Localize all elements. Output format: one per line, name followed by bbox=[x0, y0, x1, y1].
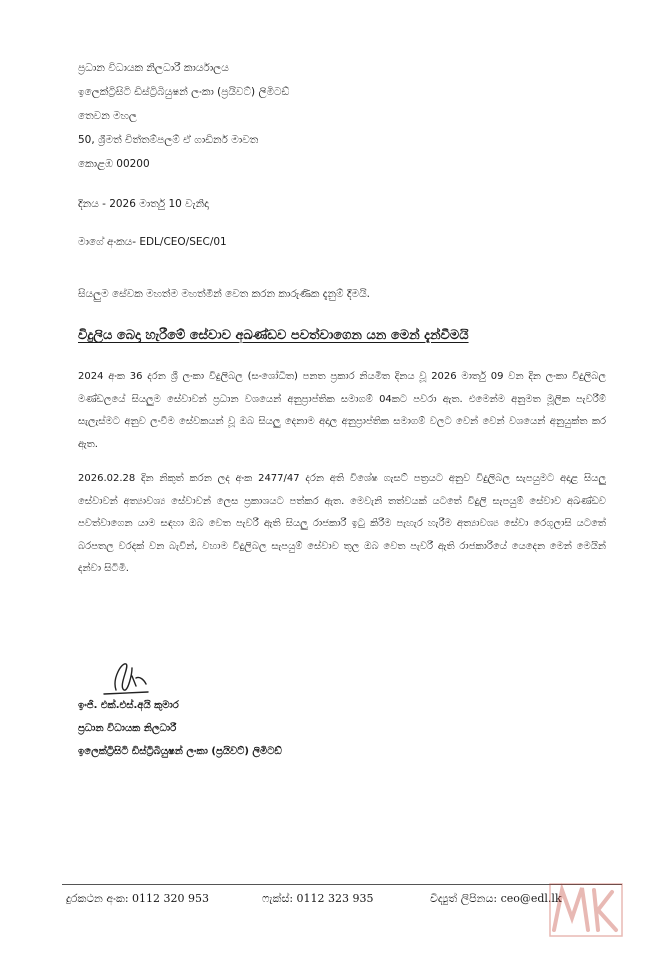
footer-phone: දුරකථන අංක: 0112 320 953 bbox=[66, 892, 210, 905]
letter-date: දිනය - 2026 මාර්තු 10 වැනිදා bbox=[78, 198, 209, 210]
footer-fax: ෆැක්ස්: 0112 323 935 bbox=[262, 892, 374, 905]
address-line-office: ප්‍රධාන විධායක නිලධාරී කාර්යාලය bbox=[78, 62, 229, 74]
signatory-company: ඉලෙක්ට්‍රිසිටි ඩිස්ට්‍රිබියුෂන් ලංකා (ප්‍රයිවට්) ලිමිටඩ් bbox=[78, 746, 282, 757]
address-line-company: ඉලෙක්ට්‍රිසිටි ඩිස්ට්‍රිබියුෂන් ලංකා (ප්‍රයිවට්) ලිමිටඩ් bbox=[78, 86, 290, 98]
sender-address bbox=[78, 56, 289, 176]
address-line-city: කොළඹ 00200 bbox=[78, 158, 150, 170]
reference-number: මාගේ අංකය- EDL/CEO/SEC/01 bbox=[78, 236, 227, 248]
greeting: සියලුම සේවක මහත්ම මහත්මීන් වෙත කරන කාරුණික දැනුම් දීමයි. bbox=[78, 288, 370, 300]
address-line-street: 50, ශ්‍රීමත් චිත්තම්පලම් ඒ ගාඩිනර් මාවත bbox=[78, 134, 259, 146]
footer-divider bbox=[62, 884, 622, 885]
body-paragraph-1: 2024 අංක 36 දරන ශ්‍රී ලංකා විදුලිබල (සංශෝධිත) පනත ප්‍රකාර නියමිත දිනය වූ 2026 මාර්තු 09 වන දින ලංකා විදුලිබල මණ්ඩලයේ සියලුම සේවාවන් ප්‍රධාන වශයෙන් අනුප්‍රාප්තික සමාගම් 04කට පවරා ඇත. එමෙන්ම අනුමත මූලික පැවරීම් සැලැස්මට අනුව ලංවීම සේවකයන් වූ ඔබ සියලු දෙනාම අදාල අනුප්‍රාප්තික සමාගම් වලට වෙන් වෙන් වශයෙන් අනුයුක්ත කර ඇත. bbox=[78, 371, 606, 450]
address-line-floor: තෙවන මහල bbox=[78, 110, 137, 122]
watermark-logo bbox=[546, 880, 626, 940]
footer-email: විද්‍යුත් ලිපිනය: ceo@edl.lk bbox=[430, 892, 562, 905]
body-paragraph-2: 2026.02.28 දින නිකුත් කරන ලද අංක 2477/47 දරන අති විශේෂ ගැසට් පත්‍රයට අනුව විදුලිබල සැපයුමට අදාළ සියලු සේවාවන් අත්‍යාවශ්‍ය සේවාවන් ලෙස ප්‍රකාශයට පත්කර ඇත. මෙවැනි තත්වයක් යටතේ විදුලි සැපයුම් සේවාව අඛණ්ඩව පවත්වාගෙන යාම සඳහා ඔබ වෙත පැවරී ඇති සියලු රාජකාරී ඉටු කිරීම පැහැර හැරීම අත්‍යාවශ්‍ය සේවා රෙගුලාසි යටතේ බරපතල වරදක් වන බැවින්, වහාම විදුලිබල සැපයුම් සේවාව තුල ඔබ වෙත පැවරී ඇති රාජකාරියේ යෙදෙන මෙන් මෙයින් දන්වා සිටිමි. bbox=[78, 473, 606, 574]
signatory-name: ඉංජි. එක්.එස්.අයි කුමාර bbox=[78, 700, 179, 711]
signatory-title: ප්‍රධාන විධායක නිලධාරී bbox=[78, 723, 177, 734]
signature-block bbox=[78, 694, 282, 763]
handwritten-signature bbox=[102, 656, 150, 696]
letter-subject: විදුලිය බෙදා හැරීමේ සේවාව අඛණ්ඩව පවත්වාගෙන යන මෙන් දැන්වීමයි bbox=[78, 328, 469, 343]
